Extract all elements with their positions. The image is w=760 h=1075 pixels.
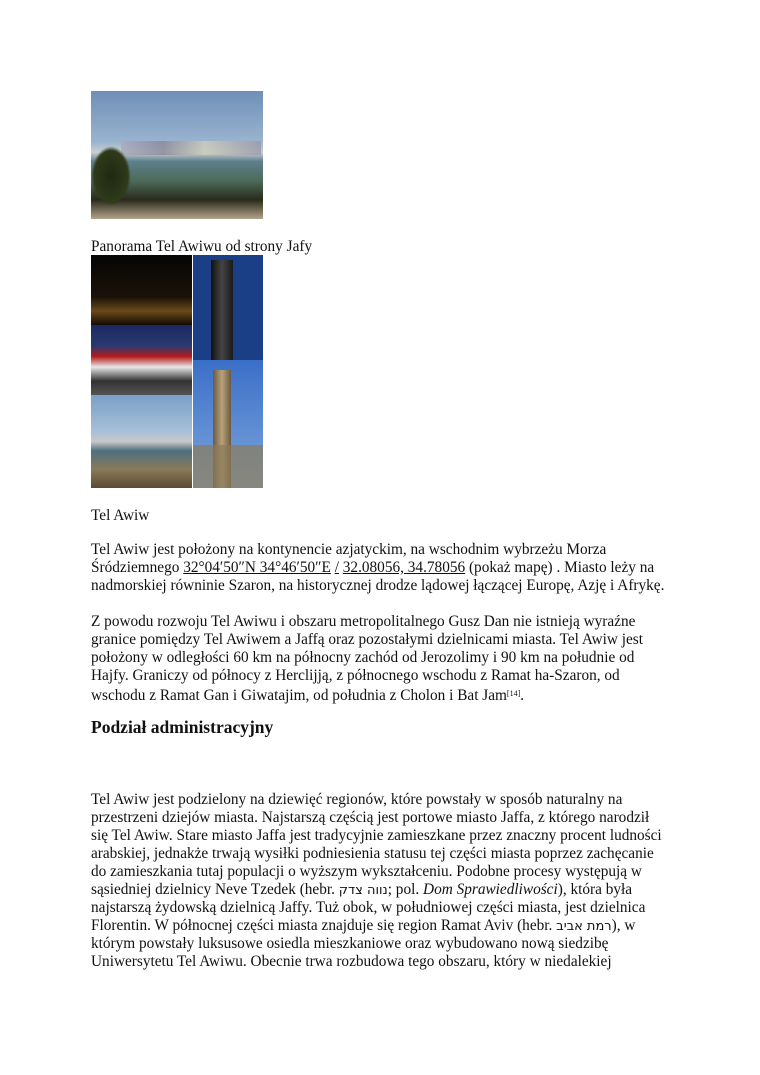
text-line [91,881,632,900]
text-line: nadmorskiej równinie Szaron, na historycznej drodze lądowej łączącej Europę, Azję i Afrykę. [91,577,665,594]
text-line [91,685,524,705]
text: . [520,687,525,704]
text: sąsiedniej dzielnicy Neve Tzedek (hebr. [91,881,339,898]
text-line [91,917,635,936]
text-line: granice pomiędzy Tel Awiwem a Jaffą oraz pozostałymi dzielnicami miasta. Tel Awiw jest [91,631,643,648]
panorama-photo [91,91,263,219]
collage-caption: Tel Awiw [91,507,150,524]
text: wschodu z Ramat Gan i Giwatajim, od południa z Cholon i Bat Jam [91,687,507,704]
clock-tower-photo [193,360,263,488]
text: ; pol. [387,881,424,898]
italic-text: Dom Sprawiedliwości [423,881,558,898]
section-heading: Podział administracyjny [91,717,274,737]
building-photo [91,325,192,395]
text-line [91,559,654,577]
hebrew-text: נווה צדק [338,883,388,898]
tower-photo [193,255,263,360]
text-line: Tel Awiw jest podzielony na dziewięć regionów, które powstały w sposób naturalny na [91,791,623,808]
text-line: arabskiej, jednakże trwają wysiłki podniesienia statusu tej części miasta poprzez zachęcanie [91,845,654,862]
panorama-caption: Panorama Tel Awiwu od strony Jafy [91,238,313,255]
reference-link[interactable]: [14] [506,689,521,698]
text: ), która była [557,881,633,898]
night-city-photo [91,255,192,325]
text: (pokaż mapę) . Miasto leży na [465,559,655,576]
coordinates-separator-link[interactable]: / [334,559,339,576]
text-line: Z powodu rozwoju Tel Awiwu i obszaru metropolitalnego Gusz Dan nie istnieją wyraźne [91,613,636,630]
coordinates-dms-link[interactable]: 32°04′50″N 34°46′50″E [183,559,331,576]
collage-photo [91,255,263,488]
text: ), w [611,917,636,934]
text-line: Hajfy. Graniczy od północy z Herclijją, z północnego wschodu z Ramat ha-Szaron, od [91,667,620,684]
text-line: Uniwersytetu Tel Awiwu. Obecnie trwa rozbudowa tego obszaru, który w niedalekiej [91,953,612,970]
text-line: którym powstały luksusowe osiedla mieszkaniowe oraz wybudowano nową siedzibę [91,935,609,952]
text: Florentin. W północnej części miasta znajduje się region Ramat Aviv (hebr. [91,917,557,934]
text-line: do zamieszkania tutaj populacji o wyższym wykształceniu. Podobne procesy występują w [91,863,642,880]
text-line: przestrzeni dziejów miasta. Najstarszą częścią jest portowe miasto Jaffa, z którego narodził [91,809,650,826]
beach-photo [91,395,192,488]
text-line: najstarszą żydowską dzielnicą Jaffy. Tuż obok, w południowej części miasta, jest dzielnica [91,899,646,916]
text-line: Tel Awiw jest położony na kontynencie azjatyckim, na wschodnim wybrzeżu Morza [91,541,607,558]
text-line: się Tel Awiw. Stare miasto Jaffa jest tradycyjnie zamieszkane przez znaczny procent ludności [91,827,662,844]
hebrew-text: רמת אביב [556,919,612,934]
coordinates-decimal-link[interactable]: 32.08056, 34.78056 [342,559,466,576]
text: Śródziemnego [91,559,184,576]
text-line: położony w odległości 60 km na północny zachód od Jerozolimy i 90 km na południe od [91,649,635,666]
